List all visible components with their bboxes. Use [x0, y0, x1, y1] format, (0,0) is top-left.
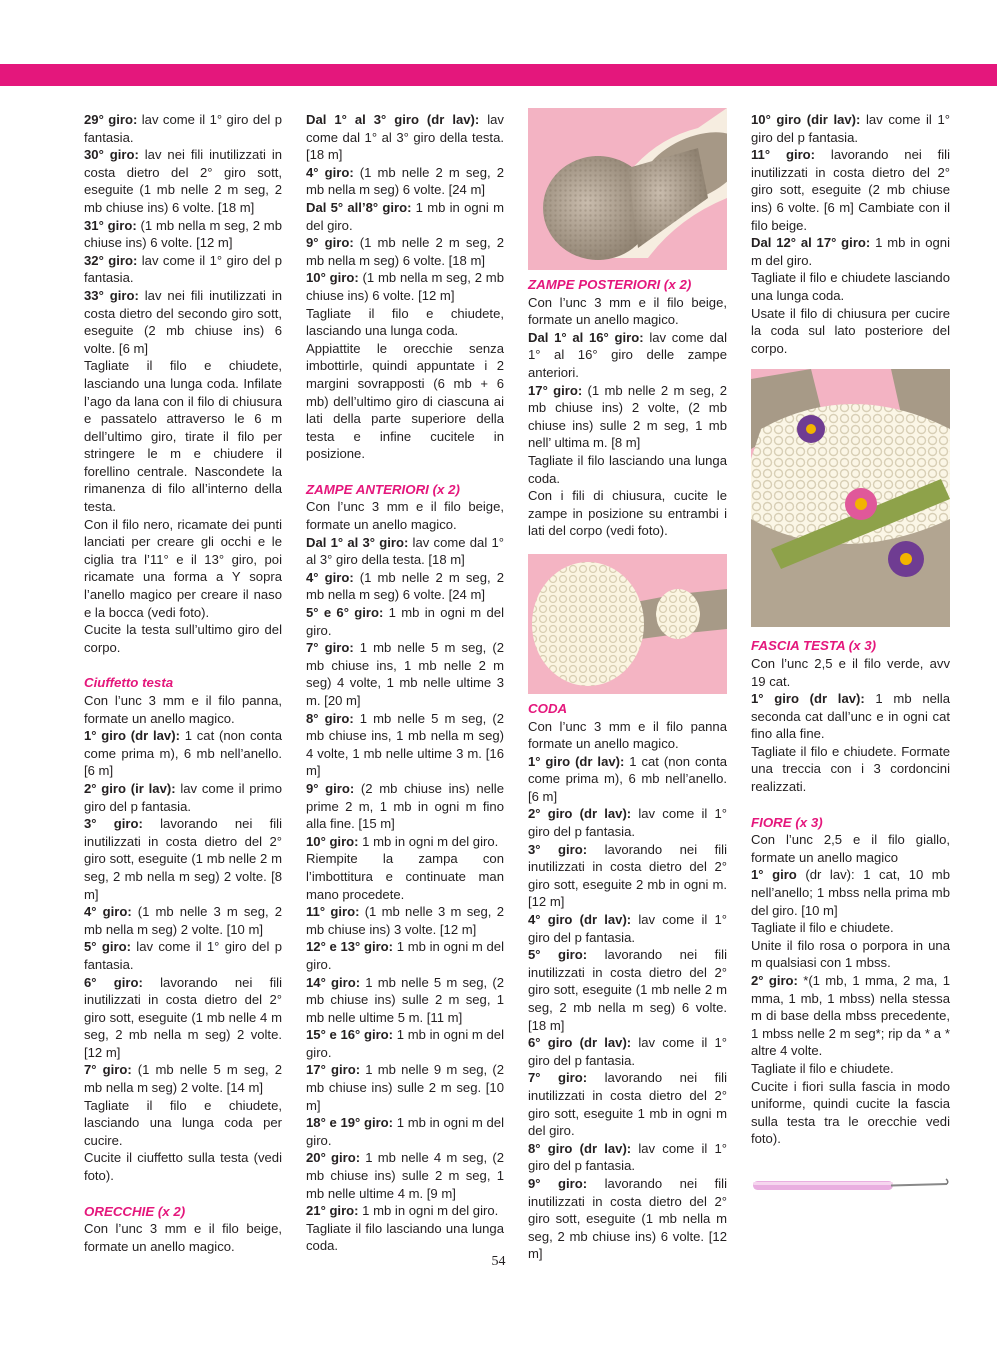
paragraph-label: 29° giro: [84, 112, 138, 127]
paragraph [84, 815, 282, 903]
paragraph [306, 710, 504, 780]
paragraph-text: 1 mb in ogni m del giro. [306, 1027, 504, 1060]
crochet-hook-image [751, 1170, 950, 1200]
paragraph-label: 17° giro: [306, 1062, 361, 1078]
paragraph [528, 1069, 727, 1139]
paragraph-text: Con l’unc 2,5 e il filo giallo, formate un anello magico [751, 832, 950, 865]
paragraph [528, 382, 727, 452]
paragraph-label: 33° giro: [84, 287, 139, 303]
paragraph-text: lav come il primo giro del p fantasia. [84, 780, 282, 814]
paragraph [528, 911, 727, 946]
paragraph [528, 294, 727, 329]
col3-paras2 [528, 718, 727, 1263]
paragraph [306, 1220, 504, 1255]
paragraph [528, 1034, 727, 1069]
paragraph-text: lav come il 1° giro del p fantasia. [751, 112, 950, 145]
paragraph [84, 217, 282, 252]
paragraph-label: Dal 12° al 17° giro: [751, 235, 871, 251]
paragraph [751, 972, 950, 1060]
paragraph-label: 9° giro: [528, 1175, 588, 1191]
paragraph [84, 621, 282, 656]
tail-illustration [528, 554, 727, 694]
paragraph-label: Dal 1° al 3° giro: [306, 534, 409, 550]
column-2 [306, 111, 504, 1255]
paragraph [306, 833, 504, 851]
paragraph [751, 866, 950, 919]
paragraph-text: (1 mb nella m seg, 2 mb chiuse ins) 6 volte. [12 m] [306, 270, 504, 303]
paragraph-label: Dal 1° al 3° giro (dr lav): [306, 112, 480, 127]
paragraph [306, 780, 504, 833]
paragraph-label: 7° giro: [84, 1062, 132, 1078]
paragraph [528, 946, 727, 1034]
paragraph [84, 287, 282, 357]
paragraph [84, 111, 282, 146]
paragraph-label: 2° giro: [751, 973, 798, 988]
paragraph-text: lavorando nei fili inutilizzati in costa dietro del 2° giro sott, eseguite (2 mb chiuse ins) 6 volte. [6 m] Cambiate con il filo beige. [751, 147, 950, 233]
paragraph [751, 743, 950, 796]
paragraph-text: Usate il filo di chiusura per cucire la coda sul lato posteriore del corpo. [751, 305, 950, 356]
paragraph-text: Tagliate il filo e chiudete. [751, 920, 894, 936]
paragraph-label: 9° giro: [306, 235, 354, 251]
paragraph [306, 340, 504, 463]
paragraph-label: 9° giro: [306, 780, 355, 796]
paragraph-text: Con l’unc 3 mm e il filo beige, formate un anello magico. [306, 499, 504, 533]
paragraph-label: 6° giro (dr lav): [528, 1035, 632, 1051]
paragraph-label: 11° giro: [306, 904, 360, 920]
paragraph-text: lav come il 1° giro del p fantasia. [528, 1035, 727, 1068]
paragraph [528, 1175, 727, 1263]
paragraph-text: 1 mb in ogni m del giro. [358, 1203, 499, 1219]
page-number: 54 [491, 1254, 506, 1269]
paragraph-text: *(1 mb, 1 mma, 2 ma, 1 mma, 1 mb, 1 mbss) nella stessa m di base della mbss precedente, 1 mbss nelle 2 m seg*; rip da * a * altre 4 volte. [751, 973, 950, 1059]
paragraph-text: 1 mb in ogni m del giro. [751, 235, 950, 268]
paragraph-label: 11° giro: [751, 147, 816, 163]
paragraph-text: Cucite i fiori sulla fascia in modo uniforme, quindi cucite la fascia sulla testa tra le orecchie vedi foto). [751, 1078, 950, 1147]
paragraph-label: 4° giro: [306, 569, 354, 585]
paragraph [751, 1078, 950, 1148]
paragraph [751, 269, 950, 304]
col1-paras2 [84, 692, 282, 1185]
paragraph-text: lav nei fili inutilizzati in costa dietro del 2° giro sott, eseguite (1 mb nelle 2 m seg, 2 mb chiuse ins) 6 volte. [18 m] [84, 147, 283, 215]
paragraph [84, 780, 282, 815]
paragraph-text: lavorando nei fili inutilizzati in costa dietro del 2° giro sott, eseguite (1 mb nella m seg, 2 mb chiuse ins) 6 volte. [12 m] [528, 1175, 727, 1262]
paragraph [84, 1149, 282, 1184]
paragraph-text: lav come il 1° giro del p fantasia. [528, 1140, 727, 1174]
paragraph-label: 4° giro: [306, 164, 354, 180]
paragraph-label: 5° giro: [84, 939, 131, 955]
paragraph [306, 903, 504, 938]
col2-paras2 [306, 498, 504, 1255]
paragraph [306, 850, 504, 903]
paragraph [528, 753, 727, 806]
flower-pink [845, 488, 877, 520]
paragraph-label: 3° giro: [84, 816, 143, 832]
paragraph-label: 8° giro: [306, 710, 354, 726]
paragraph-label: 12° e 13° giro: [306, 939, 394, 955]
heading-fascia-testa: FASCIA TESTA (x 3) [751, 638, 877, 654]
paragraph [84, 146, 282, 216]
paragraph [84, 1220, 282, 1255]
paragraph-text: Tagliate il filo e chiudete, lasciando una lunga coda. [306, 305, 504, 339]
paragraph-text: lavorando nei fili inutilizzati in costa dietro del 2° giro sott, eseguite (1 mb nelle 2 m seg, 2 mb nella m seg) 6 volte. [18 m] [528, 947, 727, 1033]
paragraph-text: lavorando nei fili inutilizzati in costa dietro del 2° giro sott, eseguite (1 mb nelle 4 m seg, 2 mb nella m seg) 2 volte. [12 m] [84, 974, 282, 1060]
paragraph-label: 17° giro: [528, 382, 583, 398]
paragraph [306, 974, 504, 1027]
paragraph-label: 7° giro: [528, 1070, 588, 1086]
paragraph-text: Con l’unc 3 mm e il filo beige, formate un anello magico. [84, 1221, 282, 1254]
paragraph-text: 1 cat (non conta come prima m), 6 mb nell’anello. [6 m] [84, 728, 282, 779]
paragraph [751, 146, 950, 234]
heading-orecchie: ORECCHIE (x 2) [84, 1203, 186, 1219]
column-1 [84, 111, 282, 1255]
paragraph-label: 20° giro: [306, 1150, 361, 1166]
heading-fiore: FIORE (x 3) [751, 814, 823, 830]
paragraph-label: 5° giro: [528, 947, 588, 963]
paragraph [306, 498, 504, 533]
paragraph [528, 805, 727, 840]
paragraph-text: Tagliate il filo e chiudete, lasciando una lunga coda. Infilate l’ago da lana con il filo di chiusura e passatelo attraverso le 6 m dell’ultimo giro, tirate il filo per stringere le m e chiudere il forellino centrale. Nascondete la rimanenza di filo all’interno della testa. [84, 358, 282, 515]
paragraph [306, 234, 504, 269]
photo-headband [751, 369, 950, 627]
col3-paras1 [528, 294, 727, 540]
paragraph-text: 1 mb nelle 5 m seg, (2 mb chiuse ins, 1 mb nella m seg) 4 volte, 1 mb nelle ultime 3 m. [16 m] [306, 710, 505, 779]
paragraph [306, 1114, 504, 1149]
paragraph-text: Riempite la zampa con l’imbottitura e continuate man mano procedete. [306, 851, 504, 902]
paragraph [306, 938, 504, 973]
paragraph-label: 8° giro (dr lav): [528, 1140, 632, 1156]
col1-paras [84, 111, 282, 656]
paragraph-label: 1° giro [751, 867, 797, 883]
paragraph [751, 690, 950, 743]
col4-paras1 [751, 111, 950, 357]
paragraph-text: lav nei fili inutilizzati in costa dietro del secondo giro sott, eseguite (2 mb chiuse ins) 6 volte. [6 m] [84, 287, 283, 356]
paragraph-text: (1 mb nella m seg, 2 mb chiuse ins) 6 volte. [12 m] [84, 217, 282, 251]
paragraph [306, 569, 504, 604]
paragraph-text: (1 mb nelle 2 m seg, 2 mb nella m seg) 6 volte. [18 m] [306, 235, 505, 268]
paragraph-text: lav come dal 1° al 3° giro della testa. [18 m] [306, 112, 504, 163]
paragraph [306, 639, 504, 709]
paragraph-text: 1 mb in ogni m del giro. [306, 939, 504, 972]
paragraph [306, 111, 504, 164]
paragraph-text: Tagliate il filo e chiudete lasciando una lunga coda. [751, 270, 950, 303]
col2-paras [306, 111, 504, 463]
column-4 [751, 111, 950, 1200]
paragraph [751, 655, 950, 690]
headband-illustration [751, 369, 950, 627]
paragraph-text: lav come il 1° giro del p fantasia. [84, 252, 282, 286]
col4-paras2 [751, 655, 950, 796]
crochet-hook-icon [751, 1170, 950, 1200]
paragraph [306, 534, 504, 569]
paragraph [306, 199, 504, 234]
flower-purple-1 [797, 415, 825, 443]
paragraph-text: 1 mb in ogni m del giro. [306, 605, 504, 638]
hind-leg-illustration [528, 108, 727, 270]
photo-hind-leg [528, 108, 727, 270]
paragraph [306, 1026, 504, 1061]
paragraph-text: lav come il 1° giro del p fantasia. [528, 912, 727, 945]
paragraph-text: (dr lav): 1 cat, 10 mb nell’anello; 1 mbss nella prima mb del giro. [10 m] [751, 867, 950, 918]
paragraph [528, 452, 727, 487]
paragraph-text: Cucite il ciuffetto sulla testa (vedi foto). [84, 1150, 282, 1184]
paragraph-label: Dal 1° al 16° giro: [528, 329, 644, 345]
paragraph [306, 1202, 504, 1220]
paragraph [306, 164, 504, 199]
paragraph-label: 10° giro (dir lav): [751, 112, 861, 127]
paragraph [751, 937, 950, 972]
heading-coda: CODA [528, 700, 568, 716]
paragraph [306, 269, 504, 304]
paragraph-text: lav come il 1° giro del p fantasia. [528, 806, 727, 840]
paragraph-label: 30° giro: [84, 147, 139, 163]
paragraph-text: 1 mb nelle 5 m seg, (2 mb chiuse ins, 1 mb nelle 2 m seg) 4 volte, 1 mb nelle ultime 3 m. [20 m] [306, 640, 505, 708]
paragraph-text: 1 mb in ogni m del giro. [306, 1115, 504, 1148]
paragraph [306, 1149, 504, 1202]
paragraph [84, 974, 282, 1062]
paragraph [751, 305, 950, 358]
paragraph-label: 1° giro (dr lav): [751, 691, 865, 707]
paragraph [84, 903, 282, 938]
paragraph-text: Tagliate il filo e chiudete, lasciando una lunga coda per cucire. [84, 1097, 282, 1148]
paragraph [528, 329, 727, 382]
heading-zampe-posteriori: ZAMPE POSTERIORI (x 2) [528, 277, 692, 292]
heading-zampe-anteriori: ZAMPE ANTERIORI (x 2) [306, 481, 460, 497]
paragraph-text: Con l’unc 2,5 e il filo verde, avv 19 cat. [751, 655, 950, 689]
paragraph [751, 919, 950, 937]
paragraph-text: 1 cat (non conta come prima m), 6 mb nell’anello. [6 m] [528, 753, 727, 804]
paragraph-label: 15° e 16° giro: [306, 1027, 394, 1043]
paragraph-label: 2° giro (ir lav): [84, 780, 176, 796]
paragraph-text: lav come il 1° giro del p fantasia. [84, 939, 282, 972]
paragraph-text: Tagliate il filo lasciando una lunga coda. [306, 1220, 504, 1254]
paragraph-text: Tagliate il filo lasciando una lunga coda. [528, 452, 727, 486]
paragraph-text: (1 mb nelle 3 m seg, 2 mb chiuse ins) 3 volte. [12 m] [306, 904, 504, 937]
paragraph-text: Unite il filo rosa o porpora in una m qualsiasi con 1 mbss. [751, 937, 950, 971]
paragraph-label: 1° giro (dr lav): [84, 728, 180, 744]
paragraph-text: lavorando nei fili inutilizzati in costa dietro del 2° giro sott, eseguite 2 mb in ogni m. [12 m] [528, 841, 727, 910]
paragraph [751, 831, 950, 866]
flower-purple-2 [888, 541, 924, 577]
paragraph-text: Con l’unc 3 mm e il filo panna formate un anello magico. [528, 718, 727, 752]
paragraph [84, 357, 282, 515]
paragraph-label: Dal 5° all’8° giro: [306, 199, 412, 215]
paragraph-text: Tagliate il filo e chiudete. [751, 1060, 894, 1076]
paragraph [306, 305, 504, 340]
paragraph-text: 1 mb nella seconda cat dall’unc e in ogni cat fino alla fine. [751, 691, 950, 742]
paragraph [751, 111, 950, 146]
paragraph-text: (1 mb nelle 2 m seg, 2 mb nella m seg) 6 volte. [24 m] [306, 569, 505, 603]
paragraph [528, 1140, 727, 1175]
paragraph-text: 1 mb nelle 9 m seg, (2 mb chiuse ins) sulle 2 m seg. [10 m] [306, 1062, 505, 1113]
paragraph [84, 1061, 282, 1096]
paragraph-text: (1 mb nelle 2 m seg, 2 mb chiuse ins) 2 volte, (2 mb chiuse ins) sulle 2 m seg, 1 mb nell’ ultima m. [8 m] [528, 382, 728, 451]
paragraph-label: 10° giro: [306, 270, 359, 286]
paragraph-text: 1 mb in ogni m del giro. [358, 833, 499, 849]
paragraph [751, 1060, 950, 1078]
paragraph [528, 718, 727, 753]
paragraph-label: 3° giro: [528, 841, 588, 857]
paragraph-label: 5° e 6° giro: [306, 605, 384, 621]
paragraph [528, 487, 727, 540]
paragraph-text: Con i fili di chiusura, cucite le zampe in posizione su entrambi i lati del corpo (vedi foto). [528, 488, 727, 539]
paragraph-text: (1 mb nelle 5 m seg, 2 mb nella m seg) 2 volte. [14 m] [84, 1062, 283, 1096]
paragraph [84, 1097, 282, 1150]
paragraph-label: 10° giro: [306, 833, 359, 849]
paragraph-text: lav come dal 1° al 16° giro delle zampe anteriori. [528, 329, 727, 380]
paragraph [306, 1061, 504, 1114]
paragraph-label: 1° giro (dr lav): [528, 753, 625, 769]
paragraph-label: 4° giro: [84, 904, 132, 920]
paragraph-text: lav come dal 1° al 3° giro della testa. [18 m] [306, 534, 504, 568]
paragraph [84, 692, 282, 727]
paragraph-text: Tagliate il filo e chiudete. Formate una treccia con i 3 cordoncini realizzati. [751, 743, 950, 795]
photo-tail [528, 554, 727, 694]
paragraph [751, 234, 950, 269]
paragraph [84, 252, 282, 287]
paragraph-label: 14° giro: [306, 974, 361, 990]
paragraph-text: Con l’unc 3 mm e il filo beige, formate un anello magico. [528, 294, 727, 328]
paragraph-label: 21° giro: [306, 1203, 359, 1219]
heading-ciuffetto-testa: Ciuffetto testa [84, 675, 174, 691]
paragraph-text: Con l’unc 3 mm e il filo panna, formate un anello magico. [84, 693, 282, 726]
paragraph-text: 1 mb nelle 4 m seg, (2 mb chiuse ins) sulle 2 m seg, 1 mb nelle ultime 4 m. [9 m] [306, 1150, 505, 1201]
col1-paras3 [84, 1220, 282, 1255]
paragraph-label: 4° giro (dr lav): [528, 912, 632, 928]
paragraph [306, 604, 504, 639]
paragraph [84, 938, 282, 973]
paragraph-text: (1 mb nelle 2 m seg, 2 mb nella m seg) 6 volte. [24 m] [306, 164, 505, 198]
paragraph-text: Appiattite le orecchie senza imbottirle, quindi appuntate i 2 margini sovrapposti (6 mb + 6 mb) dell’ultimo giro di ciascuna ai lati della parte superiore della testa e infine cucitele in posizione. [306, 340, 504, 462]
paragraph-label: 2° giro (dr lav): [528, 806, 632, 822]
paragraph-text: lavorando nei fili inutilizzati in costa dietro del 2° giro sott, eseguite 1 mb in ogni m del giro. [528, 1070, 727, 1139]
paragraph [84, 727, 282, 780]
paragraph-text: lavorando nei fili inutilizzati in costa dietro del 2° giro sott, eseguite (1 mb nelle 2 m seg, 2 mb nella m seg) 2 volte. [8 m] [84, 816, 282, 902]
paragraph-text: (1 mb nelle 3 m seg, 2 mb nella m seg) 2 volte. [10 m] [84, 904, 283, 937]
paragraph [84, 516, 282, 622]
paragraph-text: (2 mb chiuse ins) nelle prime 2 m, 1 mb in ogni m fino alla fine. [15 m] [306, 780, 504, 832]
paragraph-label: 7° giro: [306, 640, 354, 656]
paragraph-label: 18° e 19° giro: [306, 1115, 394, 1131]
paragraph-text: Con il filo nero, ricamate dei punti lanciati per creare gli occhi e le ciglia tra l’11° e il 13° giro, poi ricamate una forma a Y sopra l’anello magico per creare il naso e la bocca (vedi foto). [84, 516, 282, 620]
paragraph-label: 32° giro: [84, 252, 138, 268]
paragraph-label: 31° giro: [84, 217, 137, 233]
paragraph-text: lav come il 1° giro del p fantasia. [84, 112, 282, 145]
paragraph-text: Cucite la testa sull’ultimo giro del corpo. [84, 622, 282, 655]
column-3 [528, 108, 727, 1263]
paragraph-label: 6° giro: [84, 974, 143, 990]
paragraph-text: 1 mb nelle 5 m seg, (2 mb chiuse ins) sulle 2 m seg, 1 mb nelle ultime 5 m. [11 m] [306, 974, 505, 1025]
col4-paras3 [751, 831, 950, 1148]
paragraph-text: 1 mb in ogni m del giro. [306, 199, 504, 233]
top-accent-bar [0, 64, 997, 86]
paragraph [528, 841, 727, 911]
